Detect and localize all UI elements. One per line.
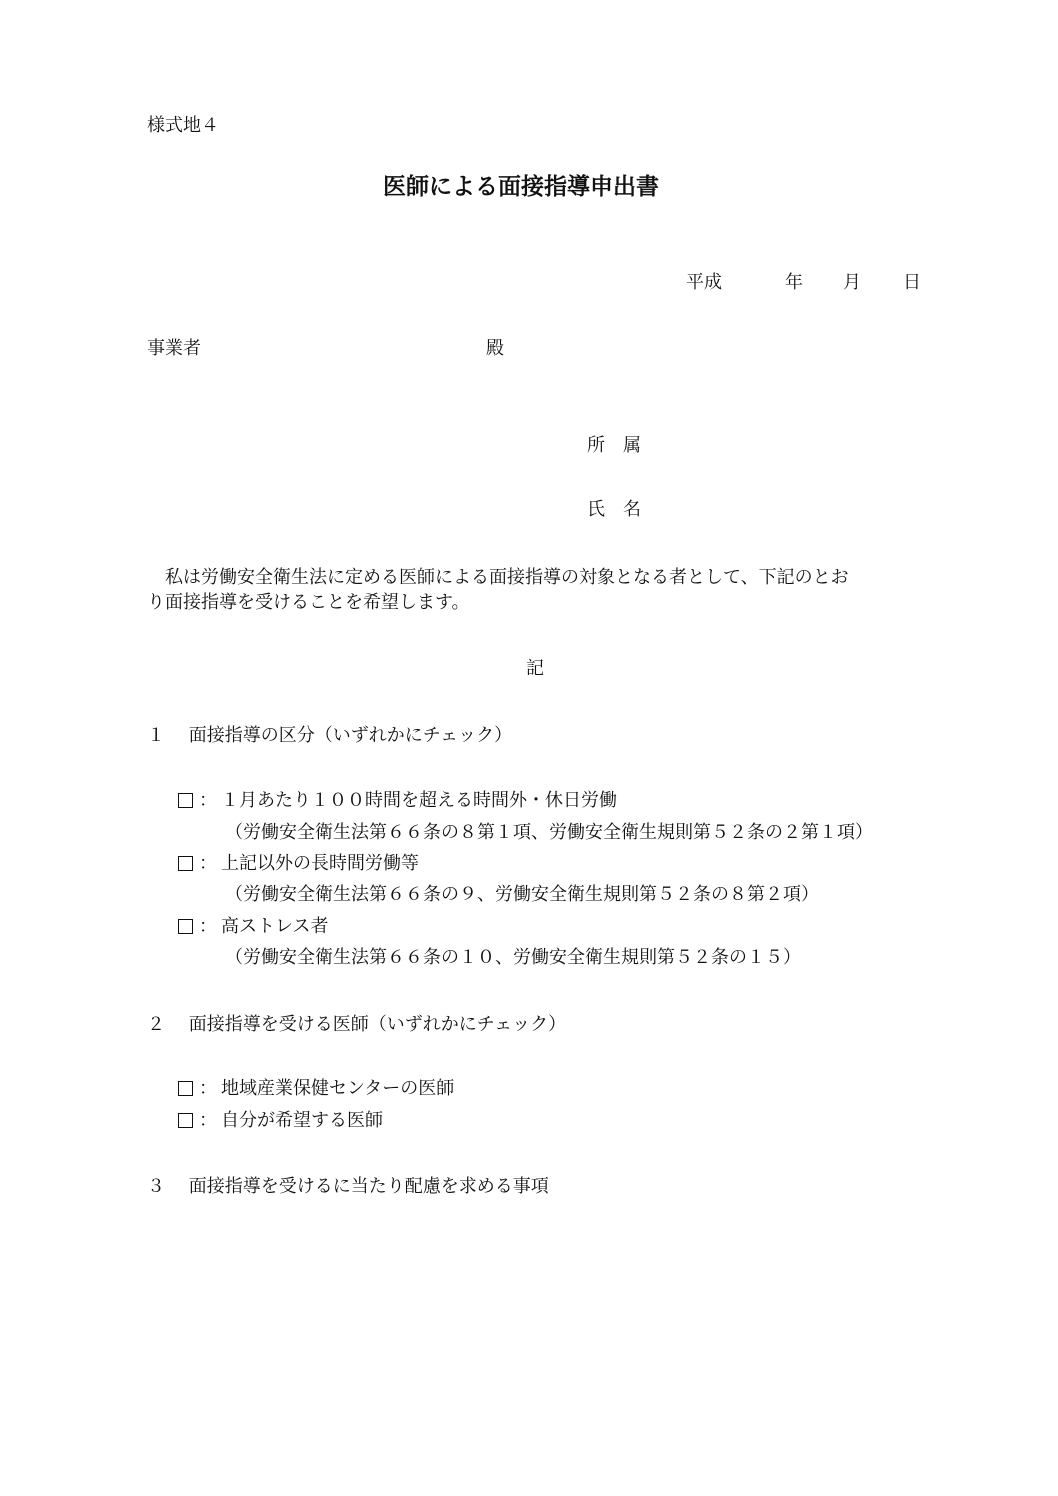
section-2-heading: ２ 面接指導を受ける医師（いずれかにチェック） — [147, 1014, 567, 1035]
section-1-option-1-legal: （労働安全衛生法第６６条の８第１項、労働安全衛生規則第５２条の２第１項） — [225, 822, 873, 843]
section-2-option-1 — [178, 1080, 454, 1098]
statement-line-2: り面接指導を受けることを希望します。 — [147, 592, 470, 613]
option-label: 地域産業保健センターの医師 — [221, 1078, 455, 1099]
date-era: 平成 — [686, 272, 722, 293]
section-3-heading: ３ 面接指導を受けるに当たり配慮を求める事項 — [147, 1176, 549, 1197]
checkbox-colon: ： — [199, 853, 217, 874]
checkbox[interactable] — [178, 793, 193, 808]
ki-label: 記 — [526, 658, 544, 679]
name-label: 氏 名 — [587, 499, 641, 520]
date-month-unit: 月 — [843, 272, 861, 293]
section-1-option-3-legal: （労働安全衛生法第６６条の１０、労働安全衛生規則第５２条の１５） — [225, 947, 801, 968]
checkbox[interactable] — [178, 856, 193, 871]
option-label: 上記以外の長時間労働等 — [221, 853, 419, 874]
section-1-heading: １ 面接指導の区分（いずれかにチェック） — [147, 725, 513, 746]
checkbox-colon: ： — [199, 790, 217, 811]
addressee-honorific: 殿 — [486, 338, 504, 359]
form-number: 様式地４ — [147, 115, 219, 136]
affiliation-label: 所 属 — [587, 435, 641, 456]
addressee-label: 事業者 — [147, 338, 201, 359]
date-day-unit: 日 — [903, 272, 921, 293]
statement-line-1: 私は労働安全衛生法に定める医師による面接指導の対象となる者として、下記のとお — [147, 567, 849, 588]
section-1-option-2-legal: （労働安全衛生法第６６条の９、労働安全衛生規則第５２条の８第２項） — [225, 884, 819, 905]
section-1-option-1 — [178, 792, 617, 810]
checkbox[interactable] — [178, 919, 193, 934]
checkbox-colon: ： — [199, 916, 217, 937]
section-2-option-2 — [178, 1112, 383, 1130]
checkbox[interactable] — [178, 1113, 193, 1128]
option-label: 高ストレス者 — [221, 916, 329, 937]
option-label: １月あたり１００時間を超える時間外・休日労働 — [221, 790, 617, 811]
checkbox-colon: ： — [199, 1110, 217, 1131]
checkbox[interactable] — [178, 1081, 193, 1096]
page-title: 医師による面接指導申出書 — [383, 174, 659, 200]
option-label: 自分が希望する医師 — [221, 1110, 383, 1131]
date-year-unit: 年 — [785, 272, 803, 293]
section-1-option-3 — [178, 918, 328, 936]
checkbox-colon: ： — [199, 1078, 217, 1099]
section-1-option-2 — [178, 855, 419, 873]
